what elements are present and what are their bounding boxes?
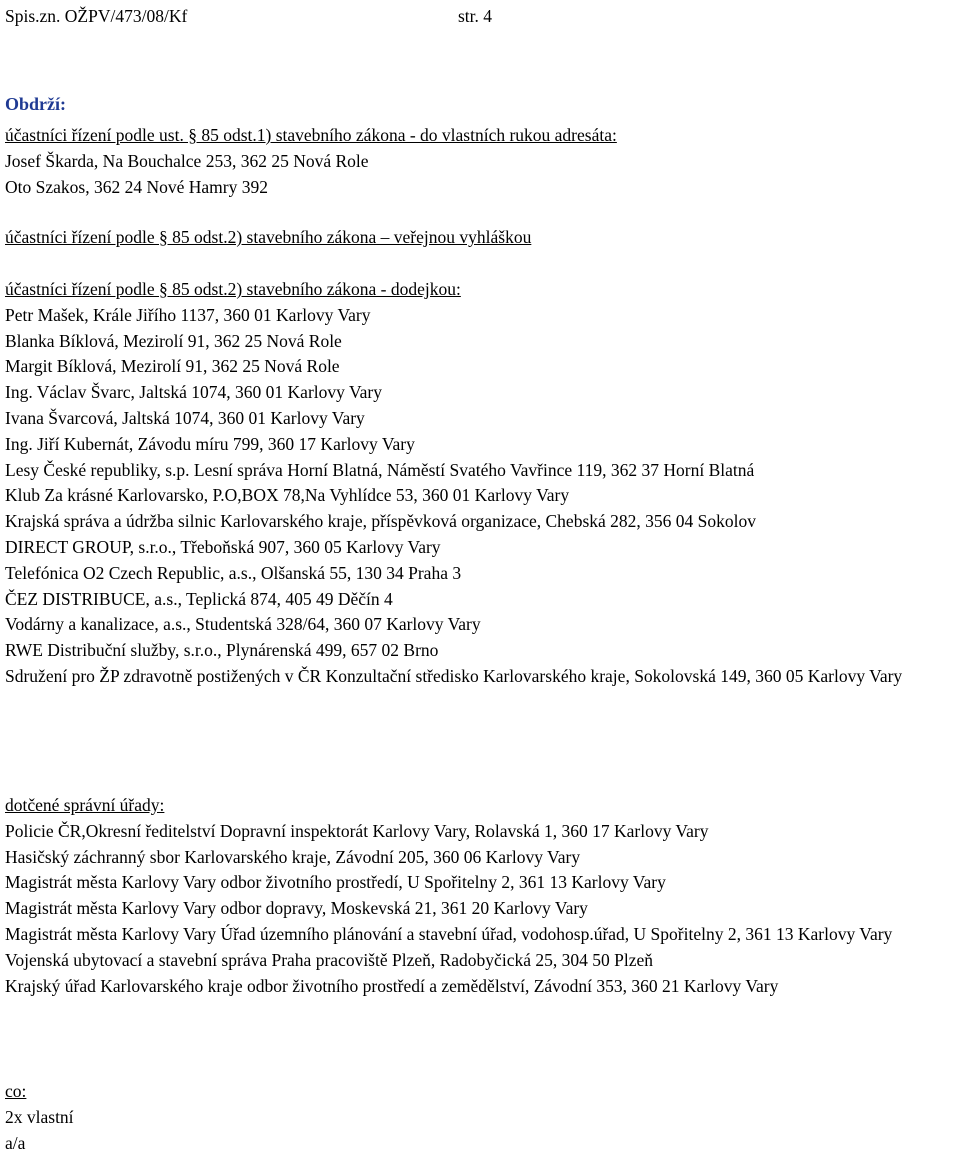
list-item: Josef Škarda, Na Bouchalce 253, 362 25 Nová Role (5, 150, 369, 171)
list-item: Petr Mašek, Krále Jiřího 1137, 360 01 Karlovy Vary (5, 304, 371, 325)
list-item: Lesy České republiky, s.p. Lesní správa Horní Blatná, Náměstí Svatého Vavřince 119, 362 37 Horní Blatná (5, 459, 755, 480)
page-number: str. 4 (458, 6, 493, 26)
list-item: Margit Bíklová, Mezirolí 91, 362 25 Nová Role (5, 356, 340, 377)
list-item: Ing. Jiří Kubernát, Závodu míru 799, 360 17 Karlovy Vary (5, 433, 415, 454)
authorities-concerned (5, 793, 957, 999)
list-item: Ing. Václav Švarc, Jaltská 1074, 360 01 Karlovy Vary (5, 382, 382, 403)
participants-personal-delivery (5, 123, 957, 200)
list-item: Klub Za krásné Karlovarsko, P.O,BOX 78,Na Vyhlídce 53, 360 01 Karlovy Vary (5, 485, 570, 506)
list-item: a/a (5, 1132, 26, 1153)
list-item: Magistrát města Karlovy Vary odbor dopravy, Moskevská 21, 361 20 Karlovy Vary (5, 898, 588, 919)
list-item: Hasičský záchranný sbor Karlovarského kraje, Závodní 205, 360 06 Karlovy Vary (5, 846, 581, 867)
list-item: Oto Szakos, 362 24 Nové Hamry 392 (5, 176, 268, 197)
group-label: co: (5, 1081, 27, 1101)
group-label: účastníci řízení podle § 85 odst.2) stavebního zákona – veřejnou vyhláškou (5, 227, 532, 247)
participants-public-notice (5, 225, 957, 251)
recipients-heading: Obdrží: (5, 94, 66, 114)
list-item: Blanka Bíklová, Mezirolí 91, 362 25 Nová Role (5, 330, 342, 351)
list-item: Sdružení pro ŽP zdravotně postižených v ČR Konzultační středisko Karlovarského kraje, Sokolovská 149, 360 05 Karlovy Vary (5, 665, 903, 686)
copy-to (5, 1079, 957, 1156)
list-item: Magistrát města Karlovy Vary Úřad územního plánování a stavební úřad, vodohosp.úřad, U Spořitelny 2, 361 13 Karlovy Vary (5, 923, 893, 944)
list-item: Vodárny a kanalizace, a.s., Studentská 328/64, 360 07 Karlovy Vary (5, 614, 481, 635)
list-item: Vojenská ubytovací a stavební správa Praha pracoviště Plzeň, Radobyčická 25, 304 50 Plzeň (5, 949, 653, 970)
reference-number: Spis.zn. OŽPV/473/08/Kf (5, 6, 188, 26)
list-item: Ivana Švarcová, Jaltská 1074, 360 01 Karlovy Vary (5, 407, 365, 428)
list-item: Krajský úřad Karlovarského kraje odbor životního prostředí a zemědělství, Závodní 353, 360 21 Karlovy Vary (5, 975, 779, 996)
participants-delivery-note (5, 277, 957, 690)
list-item: 2x vlastní (5, 1106, 74, 1127)
list-item: RWE Distribuční služby, s.r.o., Plynárenská 499, 657 02 Brno (5, 640, 439, 661)
list-item: Krajská správa a údržba silnic Karlovarského kraje, příspěvková organizace, Chebská 282, 356 04 Sokolov (5, 511, 756, 532)
list-item: Policie ČR,Okresní ředitelství Dopravní inspektorát Karlovy Vary, Rolavská 1, 360 17 Karlovy Vary (5, 820, 709, 841)
list-item: DIRECT GROUP, s.r.o., Třeboňská 907, 360 05 Karlovy Vary (5, 536, 441, 557)
group-label: účastníci řízení podle ust. § 85 odst.1) stavebního zákona - do vlastních rukou adresáta: (5, 125, 617, 145)
list-item: ČEZ DISTRIBUCE, a.s., Teplická 874, 405 49 Děčín 4 (5, 588, 393, 609)
list-item: Magistrát města Karlovy Vary odbor životního prostředí, U Spořitelny 2, 361 13 Karlovy Vary (5, 872, 666, 893)
page-header (5, 5, 493, 27)
list-item: Telefónica O2 Czech Republic, a.s., Olšanská 55, 130 34 Praha 3 (5, 562, 462, 583)
group-label: účastníci řízení podle § 85 odst.2) stavebního zákona - dodejkou: (5, 279, 461, 299)
group-label: dotčené správní úřady: (5, 795, 165, 815)
